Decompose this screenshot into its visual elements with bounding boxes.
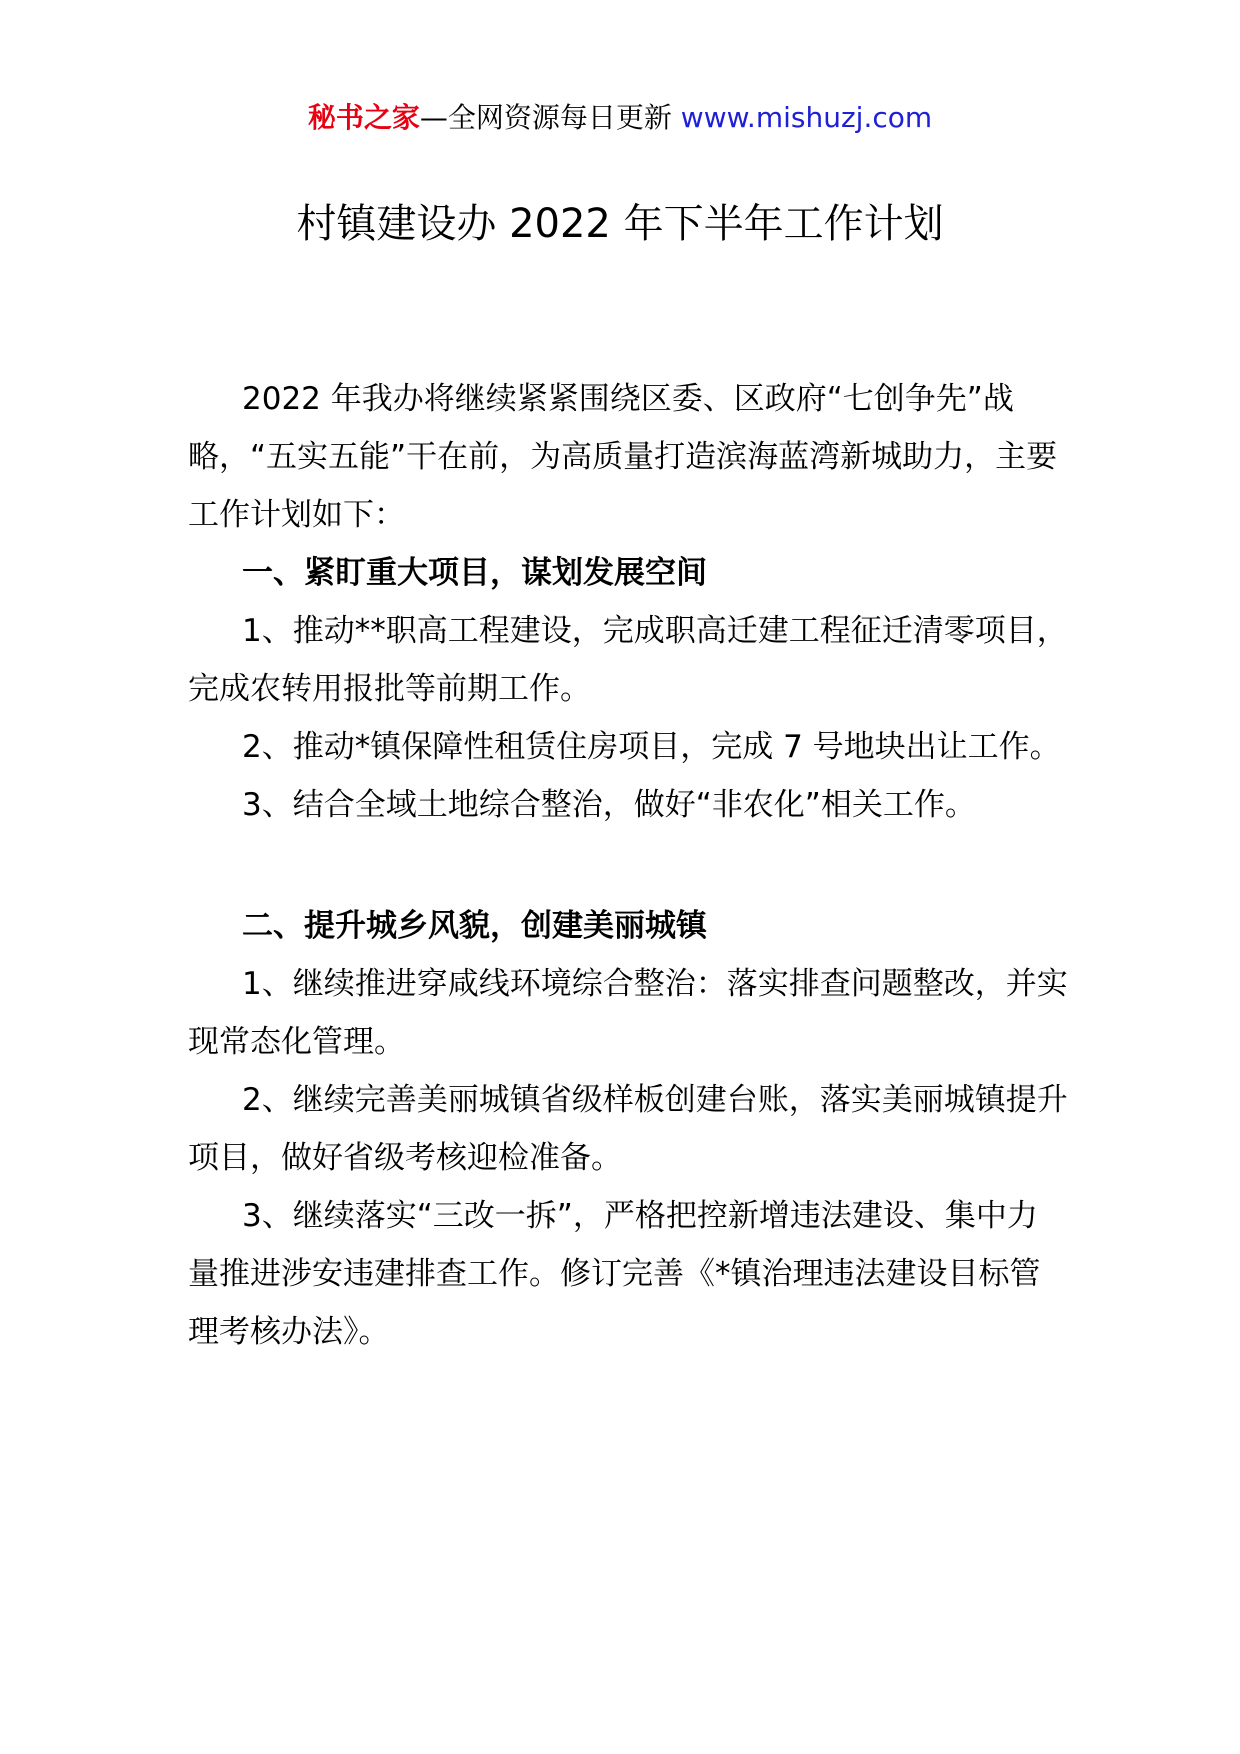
site-header: [0, 98, 1240, 138]
section-1-item-3: 3、结合全域土地综合整治，做好“非农化”相关工作。: [242, 787, 976, 823]
section-1-item-1: 1、推动**职高工程建设，完成职高迁建工程征迁清零项目，完成农转用报批等前期工作。: [188, 613, 1068, 707]
section-1-item-2: 2、推动*镇保障性租赁住房项目，完成 7 号地块出让工作。: [242, 729, 1061, 765]
section-2-item-1: 1、继续推进穿咸线环境综合整治：落实排查问题整改，并实现常态化管理。: [188, 966, 1068, 1060]
section-1-heading: 一、紧盯重大项目，谋划发展空间: [242, 555, 707, 591]
section-2-heading: 二、提升城乡风貌，创建美丽城镇: [242, 908, 707, 944]
section-2-item-3: 3、继续落实“三改一拆”，严格把控新增违法建设、集中力量推进涉安违建排查工作。修订完善《*镇治理违法建设目标管理考核办法》。: [188, 1198, 1041, 1350]
document-title: 村镇建设办 2022 年下半年工作计划: [296, 201, 944, 247]
document-body: [188, 370, 1068, 1361]
brand-name: 秘书之家: [307, 101, 420, 134]
section-spacer: [188, 834, 1068, 897]
section-2-item-2: 2、继续完善美丽城镇省级样板创建台账，落实美丽城镇提升项目，做好省级考核迎检准备。: [188, 1082, 1068, 1176]
brand-slogan: —全网资源每日更新: [419, 101, 672, 134]
site-url-link[interactable]: www.mishuzj.com: [680, 101, 933, 134]
intro-paragraph: 2022 年我办将继续紧紧围绕区委、区政府“七创争先”战略，“五实五能”干在前，为高质量打造滨海蓝湾新城助力，主要工作计划如下：: [188, 381, 1058, 533]
